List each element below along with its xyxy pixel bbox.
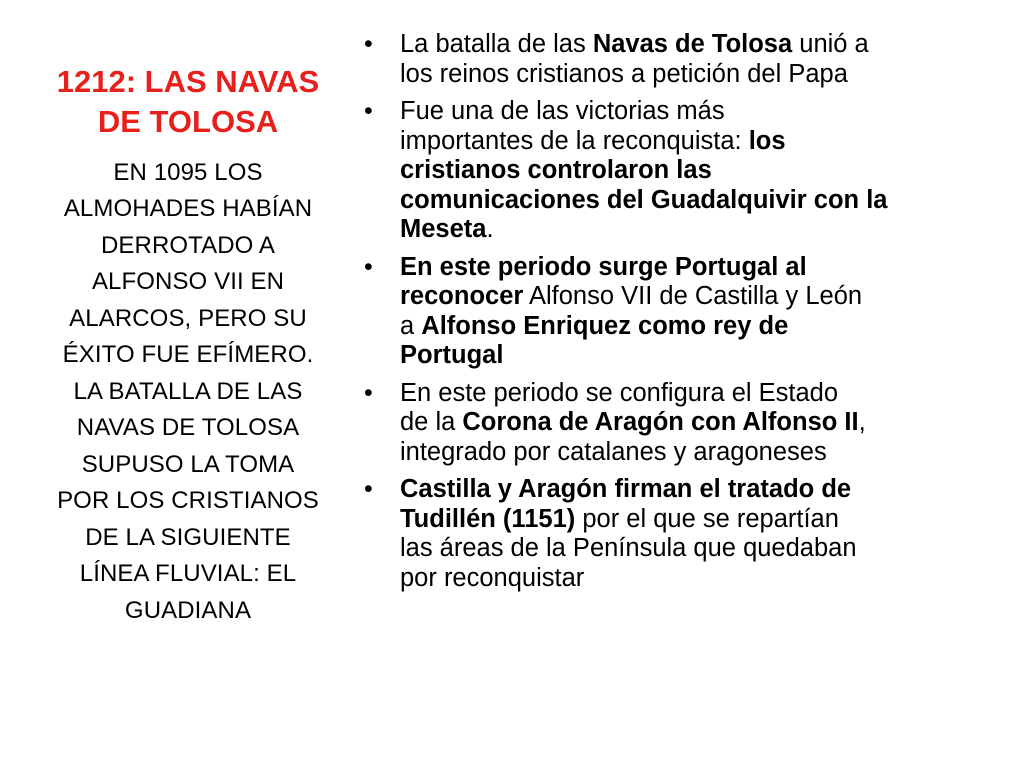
subtitle-line: ALMOHADES HABÍAN <box>63 195 313 223</box>
bullet-line: comunicaciones del Guadalquivir con la <box>400 185 888 214</box>
subtitle-line: GUADIANA <box>124 596 252 624</box>
subtitle-line: ALFONSO VII EN <box>91 268 285 296</box>
title-line: 1212: LAS NAVAS <box>56 64 320 99</box>
bullet-line: En este periodo se configura el Estado <box>400 378 839 407</box>
bullet-point-icon: • <box>364 30 373 58</box>
bullet-point-icon: • <box>364 252 373 281</box>
slide-subtitle <box>30 155 346 630</box>
bold-text-run: Alfonso Enriquez como rey de <box>421 311 789 340</box>
bullet-item-aragon <box>356 379 996 468</box>
bullet-line <box>400 127 996 157</box>
bullet-line <box>400 505 996 535</box>
bullet-point-icon: • <box>364 475 373 503</box>
bullet-line: las áreas de la Península que quedaban <box>400 534 857 562</box>
text-run: a <box>400 311 422 340</box>
bold-text-run: los <box>748 126 786 155</box>
left-column <box>30 62 346 629</box>
subtitle-line: LÍNEA FLUVIAL: EL <box>79 560 297 588</box>
subtitle-line: NAVAS DE TOLOSA <box>76 414 300 442</box>
bullet-line: integrado por catalanes y aragoneses <box>400 437 827 466</box>
bullet-item-portugal <box>356 253 996 371</box>
right-column <box>356 30 996 601</box>
slide-title <box>30 62 346 143</box>
bullet-point-icon: • <box>364 378 373 407</box>
bullet-line <box>400 282 996 312</box>
bullet-line: Fue una de las victorias más <box>400 97 725 125</box>
bold-text-run: Navas de Tolosa <box>592 30 793 58</box>
bold-text-run: Tudillén (1151) <box>400 504 576 533</box>
bullet-line <box>400 312 996 342</box>
text-run: , <box>858 408 866 436</box>
text-run: por el que se repartían <box>575 504 839 533</box>
bullet-line: Portugal <box>400 341 504 369</box>
subtitle-line: LA BATALLA DE LAS <box>73 377 303 405</box>
title-line: DE TOLOSA <box>97 104 279 140</box>
bold-text-run: Corona de Aragón con Alfonso II <box>462 408 859 436</box>
text-run: unió a <box>792 30 869 58</box>
subtitle-line: SUPUSO LA TOMA <box>81 450 295 478</box>
text-run: La batalla de las <box>400 30 593 58</box>
bullet-line <box>400 408 996 438</box>
text-run: de la <box>400 408 463 436</box>
bullet-line: Castilla y Aragón firman el tratado de <box>400 475 852 503</box>
subtitle-line: DE LA SIGUIENTE <box>85 523 291 551</box>
text-run: Alfonso VII de Castilla y León <box>523 282 863 310</box>
subtitle-line: ÉXITO FUE EFÍMERO. <box>62 341 314 369</box>
bullet-list <box>356 30 996 593</box>
subtitle-line: ALARCOS, PERO SU <box>69 304 307 332</box>
bullet-line: los reinos cristianos a petición del Papa <box>400 59 848 88</box>
bullet-line: cristianos controlaron las <box>400 156 712 184</box>
bullet-item-tudillen <box>356 475 996 593</box>
bullet-line: En este periodo surge Portugal al <box>400 252 807 281</box>
subtitle-line: POR LOS CRISTIANOS <box>57 487 319 515</box>
bullet-line <box>400 30 996 60</box>
bullet-line: por reconquistar <box>400 563 585 592</box>
bullet-item-victoria <box>356 97 996 245</box>
bold-text-run: reconocer <box>400 282 524 310</box>
bold-text-run: Meseta <box>400 215 487 243</box>
subtitle-line: DERROTADO A <box>100 231 275 259</box>
bullet-point-icon: • <box>364 97 373 125</box>
bullet-item-navas <box>356 30 996 89</box>
subtitle-line: EN 1095 LOS <box>113 158 263 186</box>
bullet-line <box>400 215 996 245</box>
text-run: importantes de la reconquista: <box>400 126 749 155</box>
text-run: . <box>486 215 494 243</box>
